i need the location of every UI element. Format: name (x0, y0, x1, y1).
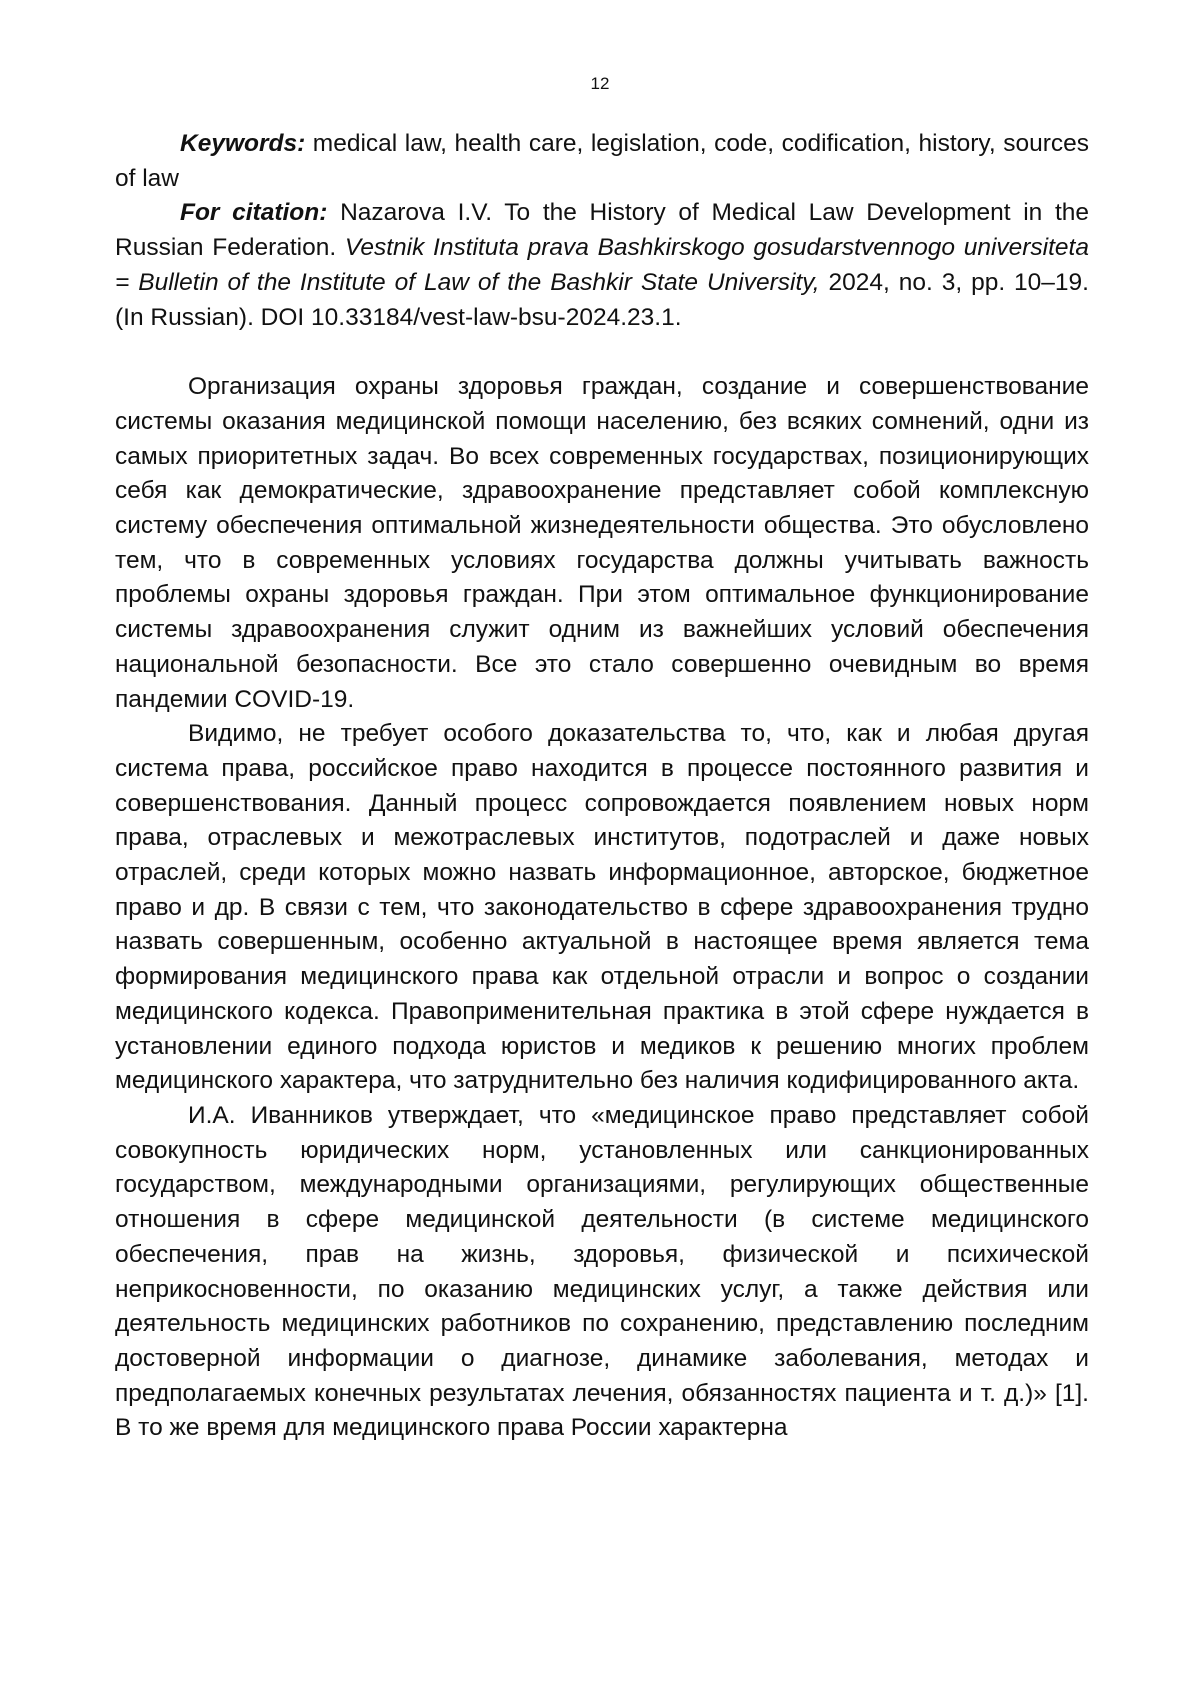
page-number: 12 (590, 74, 610, 93)
keywords-text: medical law, health care, legislation, code, codification, history, sources of law (115, 130, 1089, 192)
body-paragraph-3: И.А. Иванников утверждает, что «медицинское право представляет собой совокупность юридических норм, установленных или санкционированных государством, международными организациями, регулирующих общественные отношения в сфере медицинской деятельности (в системе медицинского обеспечения, прав на жизнь, здоровья, физической и психической неприкосновенности, по оказанию медицинских услуг, а также действия или деятельность медицинских работников по сохранению, представлению последним достоверной информации о диагнозе, динамике заболевания, методах и предполагаемых конечных результатах лечения, обязанностях пациента и т. д.)» [1]. В то же время для медицинского права России характерна (115, 1101, 1089, 1442)
page-content (115, 127, 1089, 1446)
citation-text-after: 2024, no. 3, pp. 10–19. (In Russian). DOI 10.33184/vest-law-bsu-2024.23.1. (115, 268, 1089, 331)
citation-text-before: Nazarova I.V. To the History of Medical Law Development in the Russian Federation. (115, 199, 1090, 262)
keywords-line (115, 127, 1089, 196)
body-paragraph-2: Видимо, не требует особого доказательства то, что, как и любая другая система права, российское право находится в процессе постоянного развития и совершенствования. Данный процесс сопровождается появлением новых норм права, отраслевых и межотраслевых институтов, подотраслей и даже новых отраслей, среди которых можно назвать информационное, авторское, бюджетное право и др. В связи с тем, что законодательство в сфере здравоохранения трудно назвать совершенным, особенно актуальной в настоящее время является тема формирования медицинского права как отдельной отрасли и вопрос о создании медицинского кодекса. Правоприменительная практика в этой сфере нуждается в установлении единого подхода юристов и медиков к решению многих проблем медицинского характера, что затруднительно без наличия кодифицированного акта. (115, 720, 1089, 1095)
article-metadata (115, 127, 1089, 335)
section-gap (115, 335, 1089, 370)
keywords-label: Keywords: (180, 130, 306, 157)
body-paragraph-1: Организация охраны здоровья граждан, создание и совершенствование системы оказания медицинской помощи населению, без всяких сомнений, одни из самых приоритетных задач. Во всех современных государствах, позиционирующих себя как демократические, здравоохранение представляет собой комплексную систему обеспечения оптимальной жизнедеятельности общества. Это обусловлено тем, что в современных условиях государства должны учитывать важность проблемы охраны здоровья граждан. При этом оптимальное функционирование системы здравоохранения служит одним из важнейших условий обеспечения национальной безопасности. Все это стало совершенно очевидным во время пандемии COVID-19. (115, 373, 1089, 713)
citation-label: For citation: (180, 199, 328, 227)
citation-journal: Vestnik Instituta prava Bashkirskogo gosudarstvennogo universiteta = Bulletin of the Institute of Law of the Bashkir State University, (115, 234, 1089, 296)
citation-line (115, 196, 1089, 335)
